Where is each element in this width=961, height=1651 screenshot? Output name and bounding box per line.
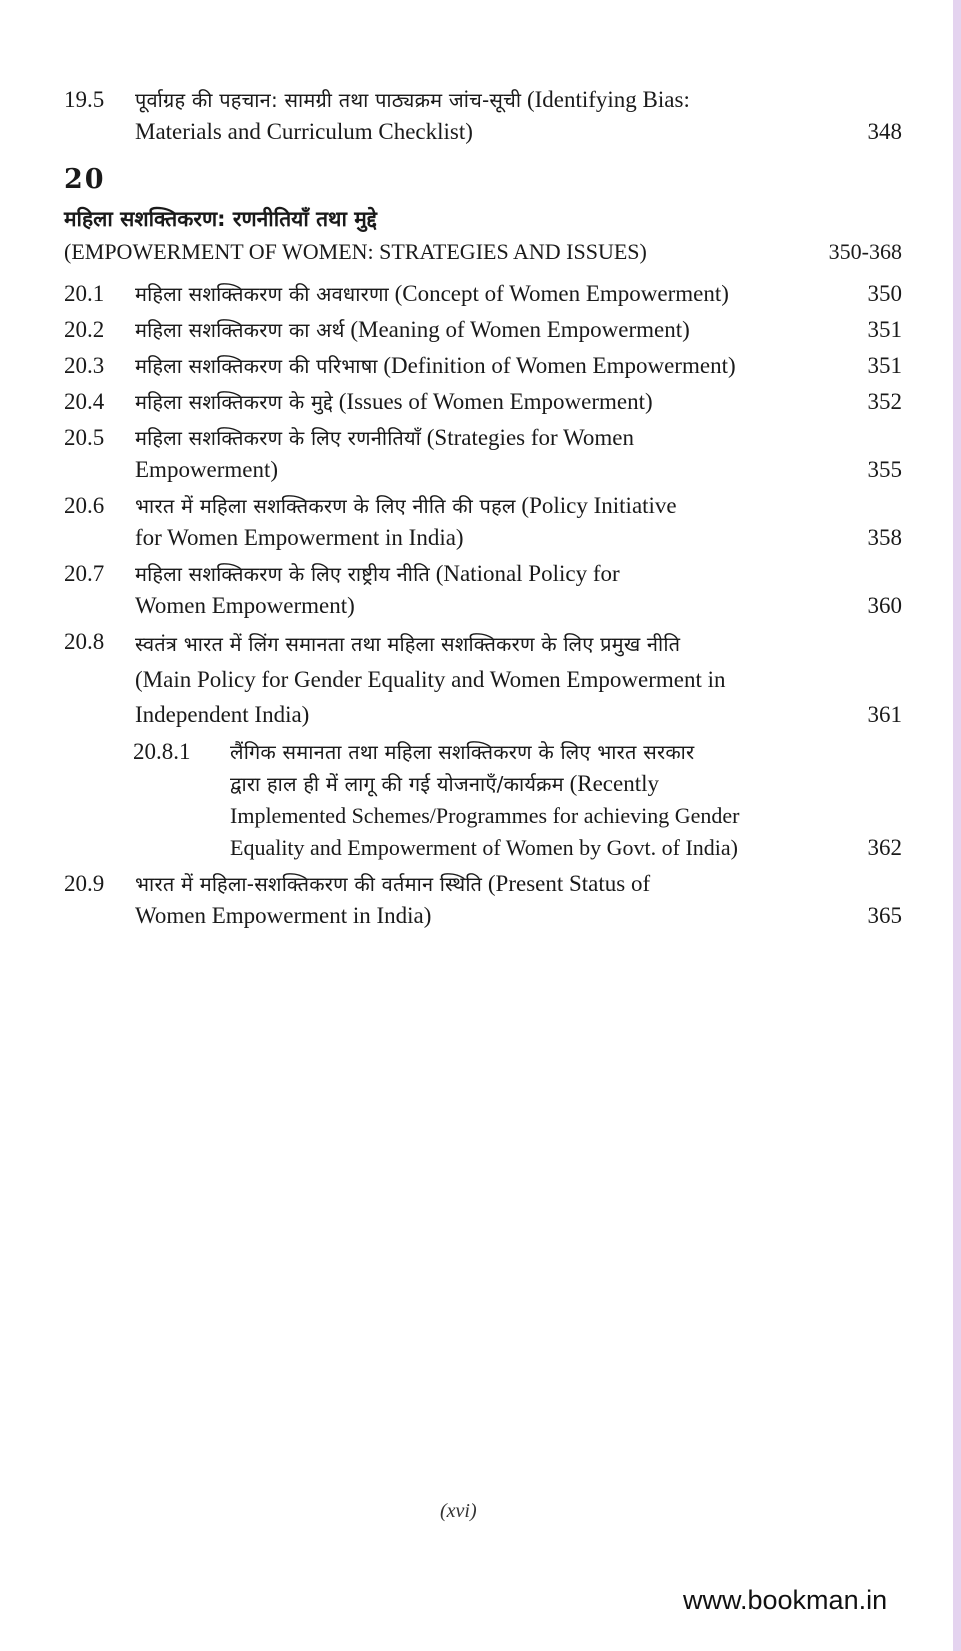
entry-page: 351 <box>867 317 902 342</box>
subentry-title-english-cont: Implemented Schemes/Programmes for achieving Gender <box>230 803 740 828</box>
entry-page: 350 <box>867 281 902 306</box>
entry-title-english: (Identifying Bias: <box>526 87 690 112</box>
subentry-title-english-cont2: Equality and Empowerment of Women by Govt. of India) <box>230 835 738 860</box>
entry-number: 20.9 <box>64 871 105 896</box>
entry-page: 358 <box>867 525 902 550</box>
entry-number: 20.6 <box>64 493 105 518</box>
entry-title-english: (Concept of Women Empowerment) <box>394 281 729 306</box>
entry-title-english-cont: Women Empowerment) <box>135 593 355 618</box>
entry-title-hindi: भारत में महिला-सशक्तिकरण की वर्तमान स्थिति <box>135 872 483 896</box>
toc-entry-20-9[interactable] <box>64 868 902 932</box>
toc-entry-20-2[interactable] <box>64 314 902 346</box>
toc-entry-20-6[interactable] <box>64 490 902 554</box>
subentry-title-hindi-cont: द्वारा हाल ही में लागू की गई योजनाएँ/कार्यक्रम <box>230 772 564 796</box>
entry-page: 351 <box>867 353 902 378</box>
entry-title-hindi: महिला सशक्तिकरण का अर्थ <box>135 318 345 342</box>
chapter-number: 20 <box>64 164 106 195</box>
entry-title-hindi: भारत में महिला सशक्तिकरण के लिए नीति की पहल <box>135 494 516 518</box>
entry-title-english-cont: for Women Empowerment in India) <box>135 525 464 550</box>
entry-page: 355 <box>867 457 902 482</box>
subentry-title-english: (Recently <box>569 771 659 796</box>
entry-title-english: (Meaning of Women Empowerment) <box>350 317 690 342</box>
entry-page: 348 <box>867 119 902 144</box>
entry-title-english-cont: Women Empowerment in India) <box>135 903 432 928</box>
chapter-title-english: (EMPOWERMENT OF WOMEN: STRATEGIES AND ISSUES) <box>64 239 647 264</box>
entry-page: 360 <box>867 593 902 618</box>
entry-title-hindi: महिला सशक्तिकरण की परिभाषा <box>135 354 378 378</box>
entry-title-hindi: महिला सशक्तिकरण के मुद्दे <box>135 390 333 414</box>
toc-entry-20-8[interactable] <box>64 626 902 732</box>
chapter-page-range: 350-368 <box>828 239 902 264</box>
toc-entry-19-5[interactable] <box>64 84 902 148</box>
entry-title-hindi: स्वतंत्र भारत में लिंग समानता तथा महिला सशक्तिकरण के लिए प्रमुख नीति <box>135 632 681 656</box>
entry-number: 19.5 <box>64 87 105 112</box>
entry-number: 20.3 <box>64 353 105 378</box>
entry-number: 20.8 <box>64 629 105 654</box>
toc-entry-20-7[interactable] <box>64 558 902 622</box>
entry-title-english-cont: Empowerment) <box>135 457 279 482</box>
entry-page: 365 <box>867 903 902 928</box>
entry-number: 20.1 <box>64 281 105 306</box>
entry-title-english: (Policy Initiative <box>521 493 677 518</box>
entry-title-hindi: पूर्वाग्रह की पहचान: सामग्री तथा पाठ्यक्रम जांच-सूची <box>135 88 522 112</box>
table-of-contents <box>64 84 902 932</box>
entry-number: 20.5 <box>64 425 105 450</box>
entry-title-hindi: महिला सशक्तिकरण के लिए रणनीतियाँ <box>135 426 421 450</box>
entry-title-hindi: महिला सशक्तिकरण के लिए राष्ट्रीय नीति <box>135 562 430 586</box>
chapter-title-hindi[interactable]: महिला सशक्तिकरण: रणनीतियाँ तथा मुद्दे <box>64 207 377 231</box>
entry-number: 20.2 <box>64 317 105 342</box>
page-folio: (xvi) <box>440 1500 477 1522</box>
entry-page: 361 <box>867 702 902 727</box>
entry-title-english: (Definition of Women Empowerment) <box>383 353 736 378</box>
page-edge <box>953 0 961 1651</box>
chapter-title-row[interactable] <box>64 236 902 268</box>
entry-title-hindi: महिला सशक्तिकरण की अवधारणा <box>135 282 389 306</box>
entry-title-english: (National Policy for <box>435 561 620 586</box>
entry-title-english: (Issues of Women Empowerment) <box>338 389 653 414</box>
toc-entry-20-1[interactable] <box>64 278 902 310</box>
entry-title-english-cont: Materials and Curriculum Checklist) <box>135 119 473 144</box>
toc-subentry-20-8-1[interactable] <box>64 736 902 864</box>
toc-entry-20-5[interactable] <box>64 422 902 486</box>
entry-number: 20.7 <box>64 561 105 586</box>
entry-title-english: (Main Policy for Gender Equality and Women Empowerment in <box>135 667 726 692</box>
toc-entry-20-4[interactable] <box>64 386 902 418</box>
entry-number: 20.4 <box>64 389 105 414</box>
subentry-title-hindi: लैंगिक समानता तथा महिला सशक्तिकरण के लिए भारत सरकार <box>230 740 695 764</box>
website-watermark[interactable]: www.bookman.in <box>683 1585 888 1615</box>
entry-title-english: (Strategies for Women <box>426 425 634 450</box>
entry-title-english: (Present Status of <box>487 871 651 896</box>
toc-entry-20-3[interactable] <box>64 350 902 382</box>
entry-page: 352 <box>867 389 902 414</box>
entry-title-english-cont: Independent India) <box>135 702 310 727</box>
subentry-page: 362 <box>867 835 902 860</box>
subentry-number: 20.8.1 <box>133 739 191 764</box>
